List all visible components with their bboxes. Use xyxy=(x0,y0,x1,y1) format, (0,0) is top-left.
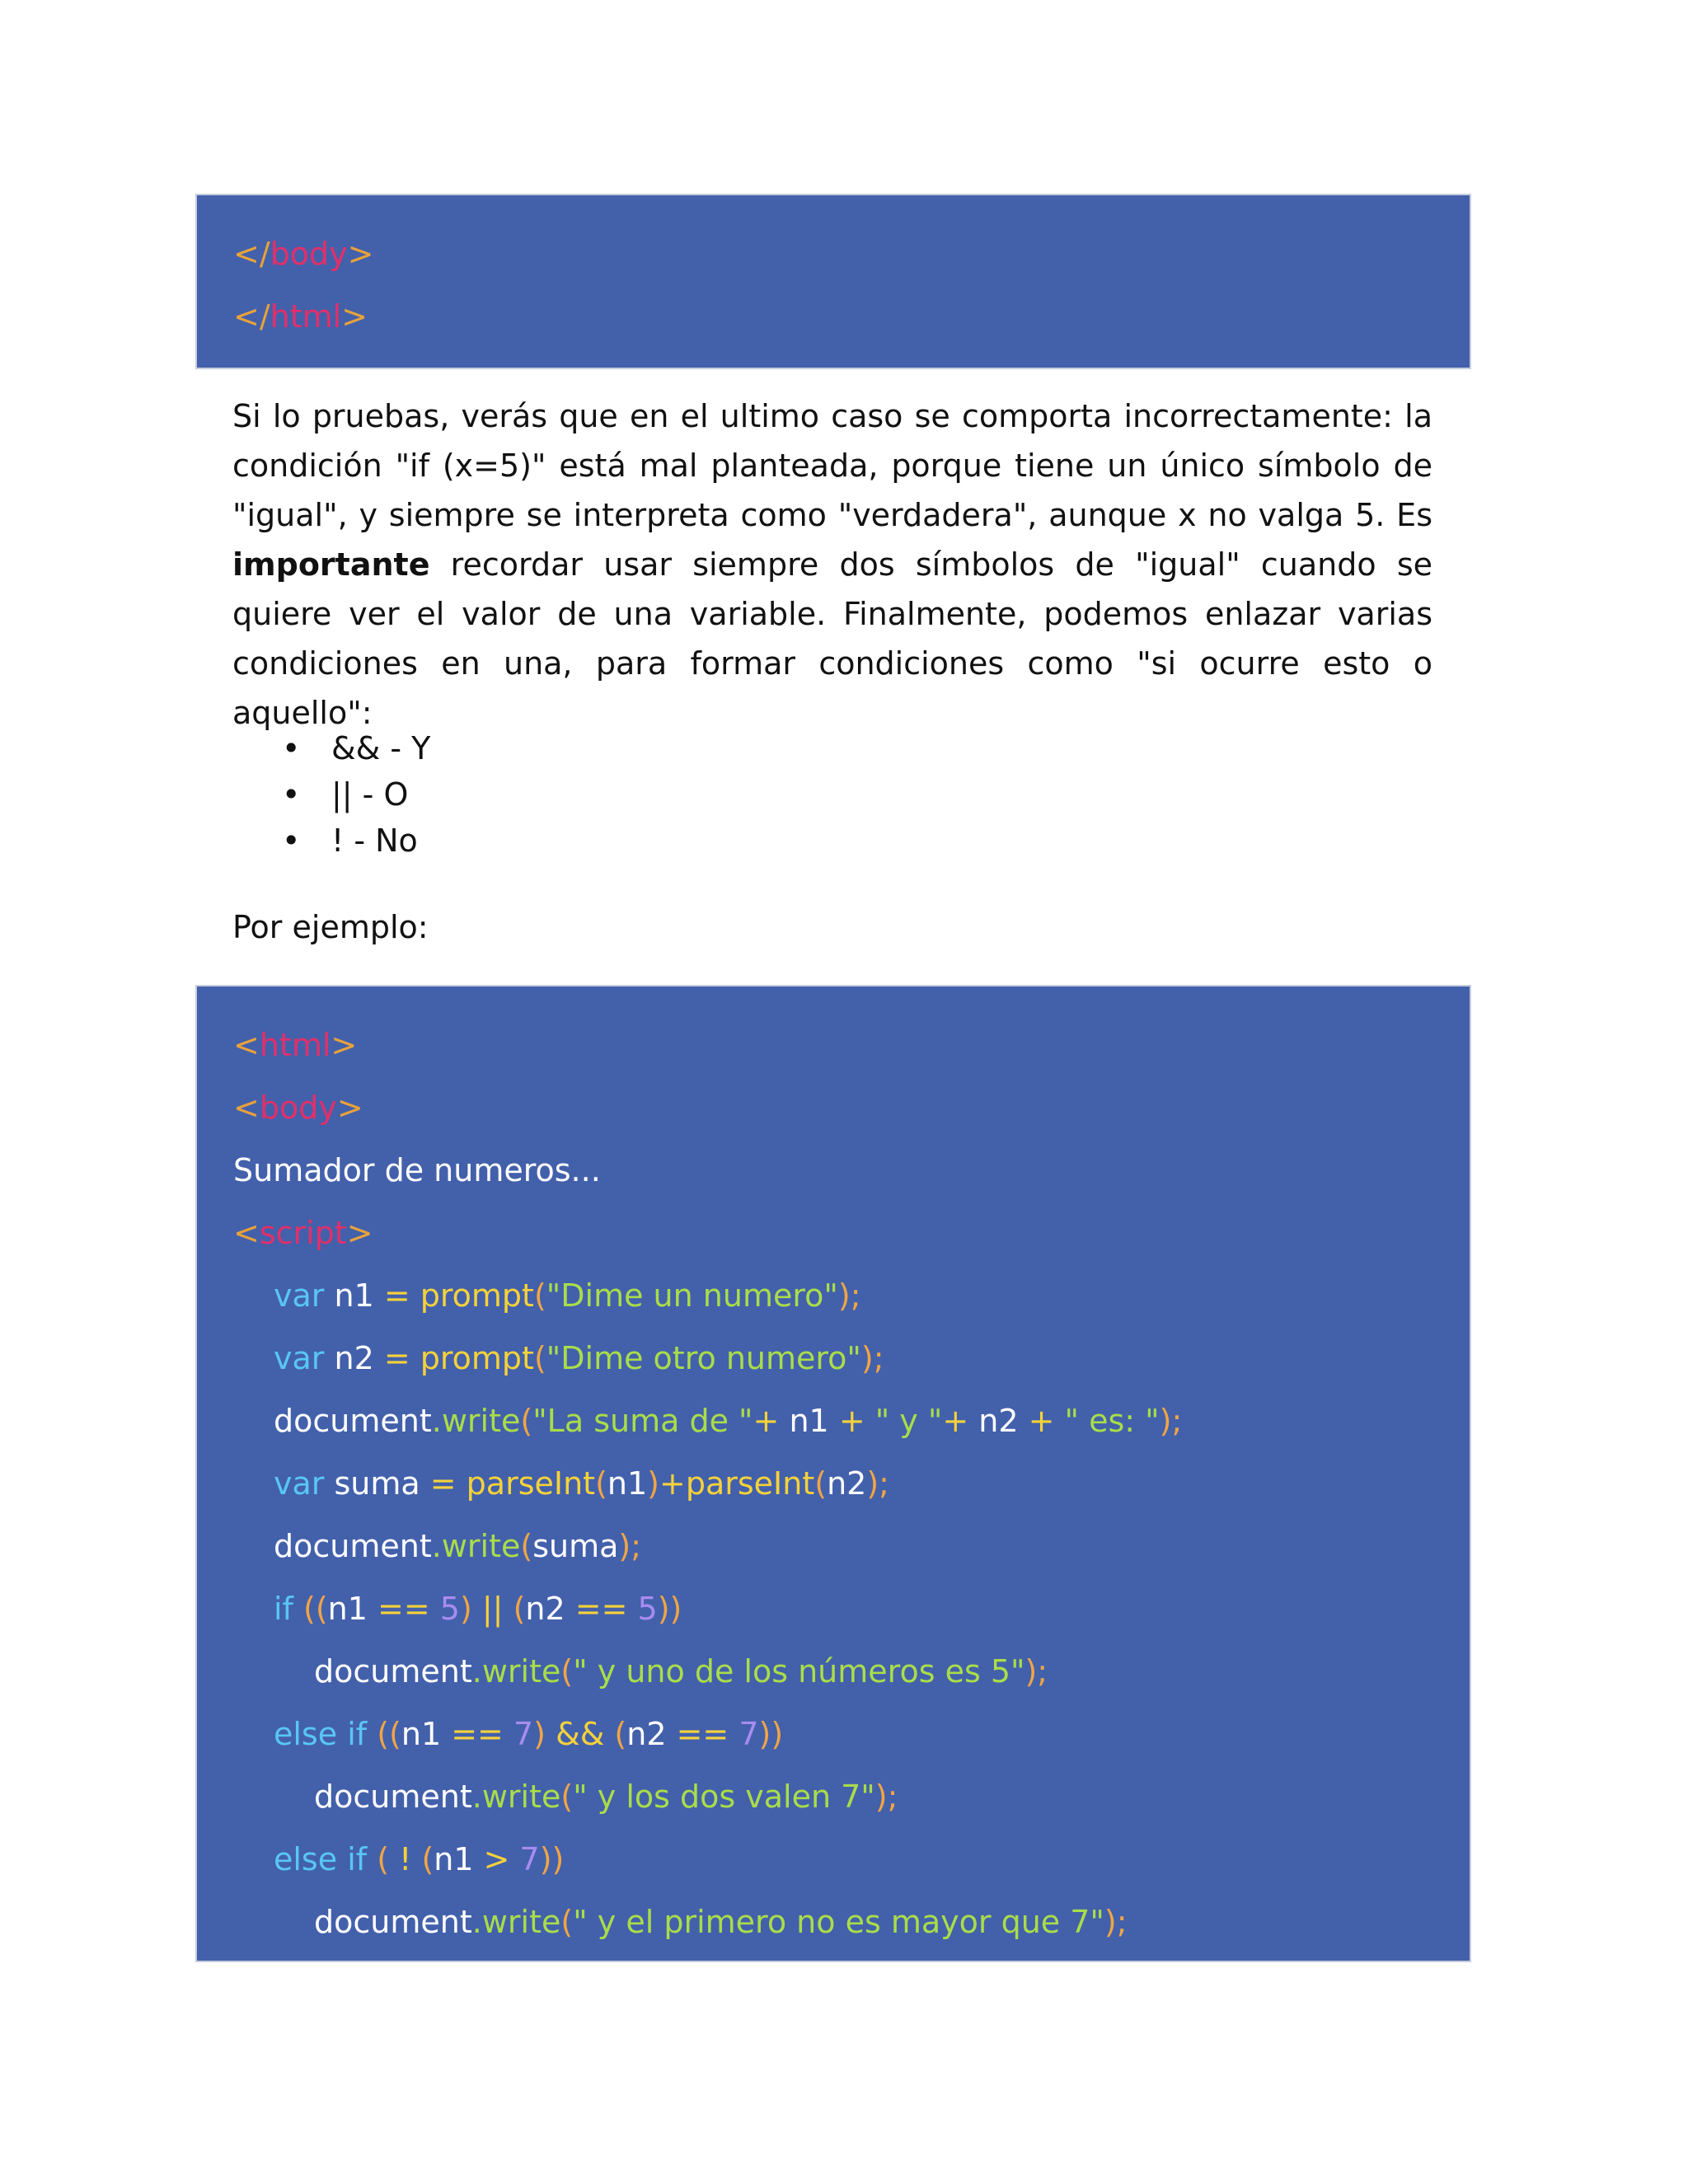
code-block-main xyxy=(195,985,1471,1962)
por-ejemplo-label: Por ejemplo: xyxy=(232,909,429,945)
code-line-body-close: </body> xyxy=(233,236,374,272)
code-line: document.write(suma); xyxy=(274,1528,642,1564)
code-line-body-open: <body> xyxy=(233,1090,363,1126)
code-line: document.write(" y el primero no es mayor que 7"); xyxy=(314,1904,1128,1940)
operator-list xyxy=(232,725,430,864)
code-line: var suma = parseInt(n1)+parseInt(n2); xyxy=(274,1465,889,1502)
code-line-script-open: <script> xyxy=(233,1215,373,1251)
bold-importante: importante xyxy=(232,546,430,583)
code-line-plain-text: Sumador de numeros... xyxy=(233,1152,601,1188)
list-item: • && - Y xyxy=(282,730,431,766)
code-line-html-close: </html> xyxy=(233,298,368,335)
code-line: document.write(" y los dos valen 7"); xyxy=(314,1779,898,1815)
code-line: else if ((n1 == 7) && (n2 == 7)) xyxy=(274,1716,784,1752)
code-line: if ((n1 == 5) || (n2 == 5)) xyxy=(274,1591,682,1627)
code-line: document.write(" y uno de los números es 5"); xyxy=(314,1653,1048,1690)
list-item: • || - O xyxy=(282,776,409,813)
code-line: var n2 = prompt("Dime otro numero"); xyxy=(274,1340,884,1376)
code-block-top xyxy=(195,194,1471,369)
code-line: document.write("La suma de "+ n1 + " y "+ n2 + " es: "); xyxy=(274,1403,1183,1439)
code-line: else if ( ! (n1 > 7)) xyxy=(274,1841,565,1877)
code-line-html-open: <html> xyxy=(233,1027,358,1063)
list-item: • ! - No xyxy=(282,823,418,859)
code-line: var n1 = prompt("Dime un numero"); xyxy=(274,1277,861,1314)
explanation-paragraph: Si lo pruebas, verás que en el ultimo caso se comporta incorrectamente: la condición "if (x=5)" está mal planteada, porque tiene un único símbolo de "igual", y siempre se interpreta como "verdadera", aunque x no valga 5. Es importante recordar usar siempre dos símbolos de "igual" cuando se quiere ver el valor de una variable. Finalmente, podemos enlazar varias condiciones en una, para formar condiciones como "si ocurre esto o aquello": xyxy=(232,398,1432,731)
